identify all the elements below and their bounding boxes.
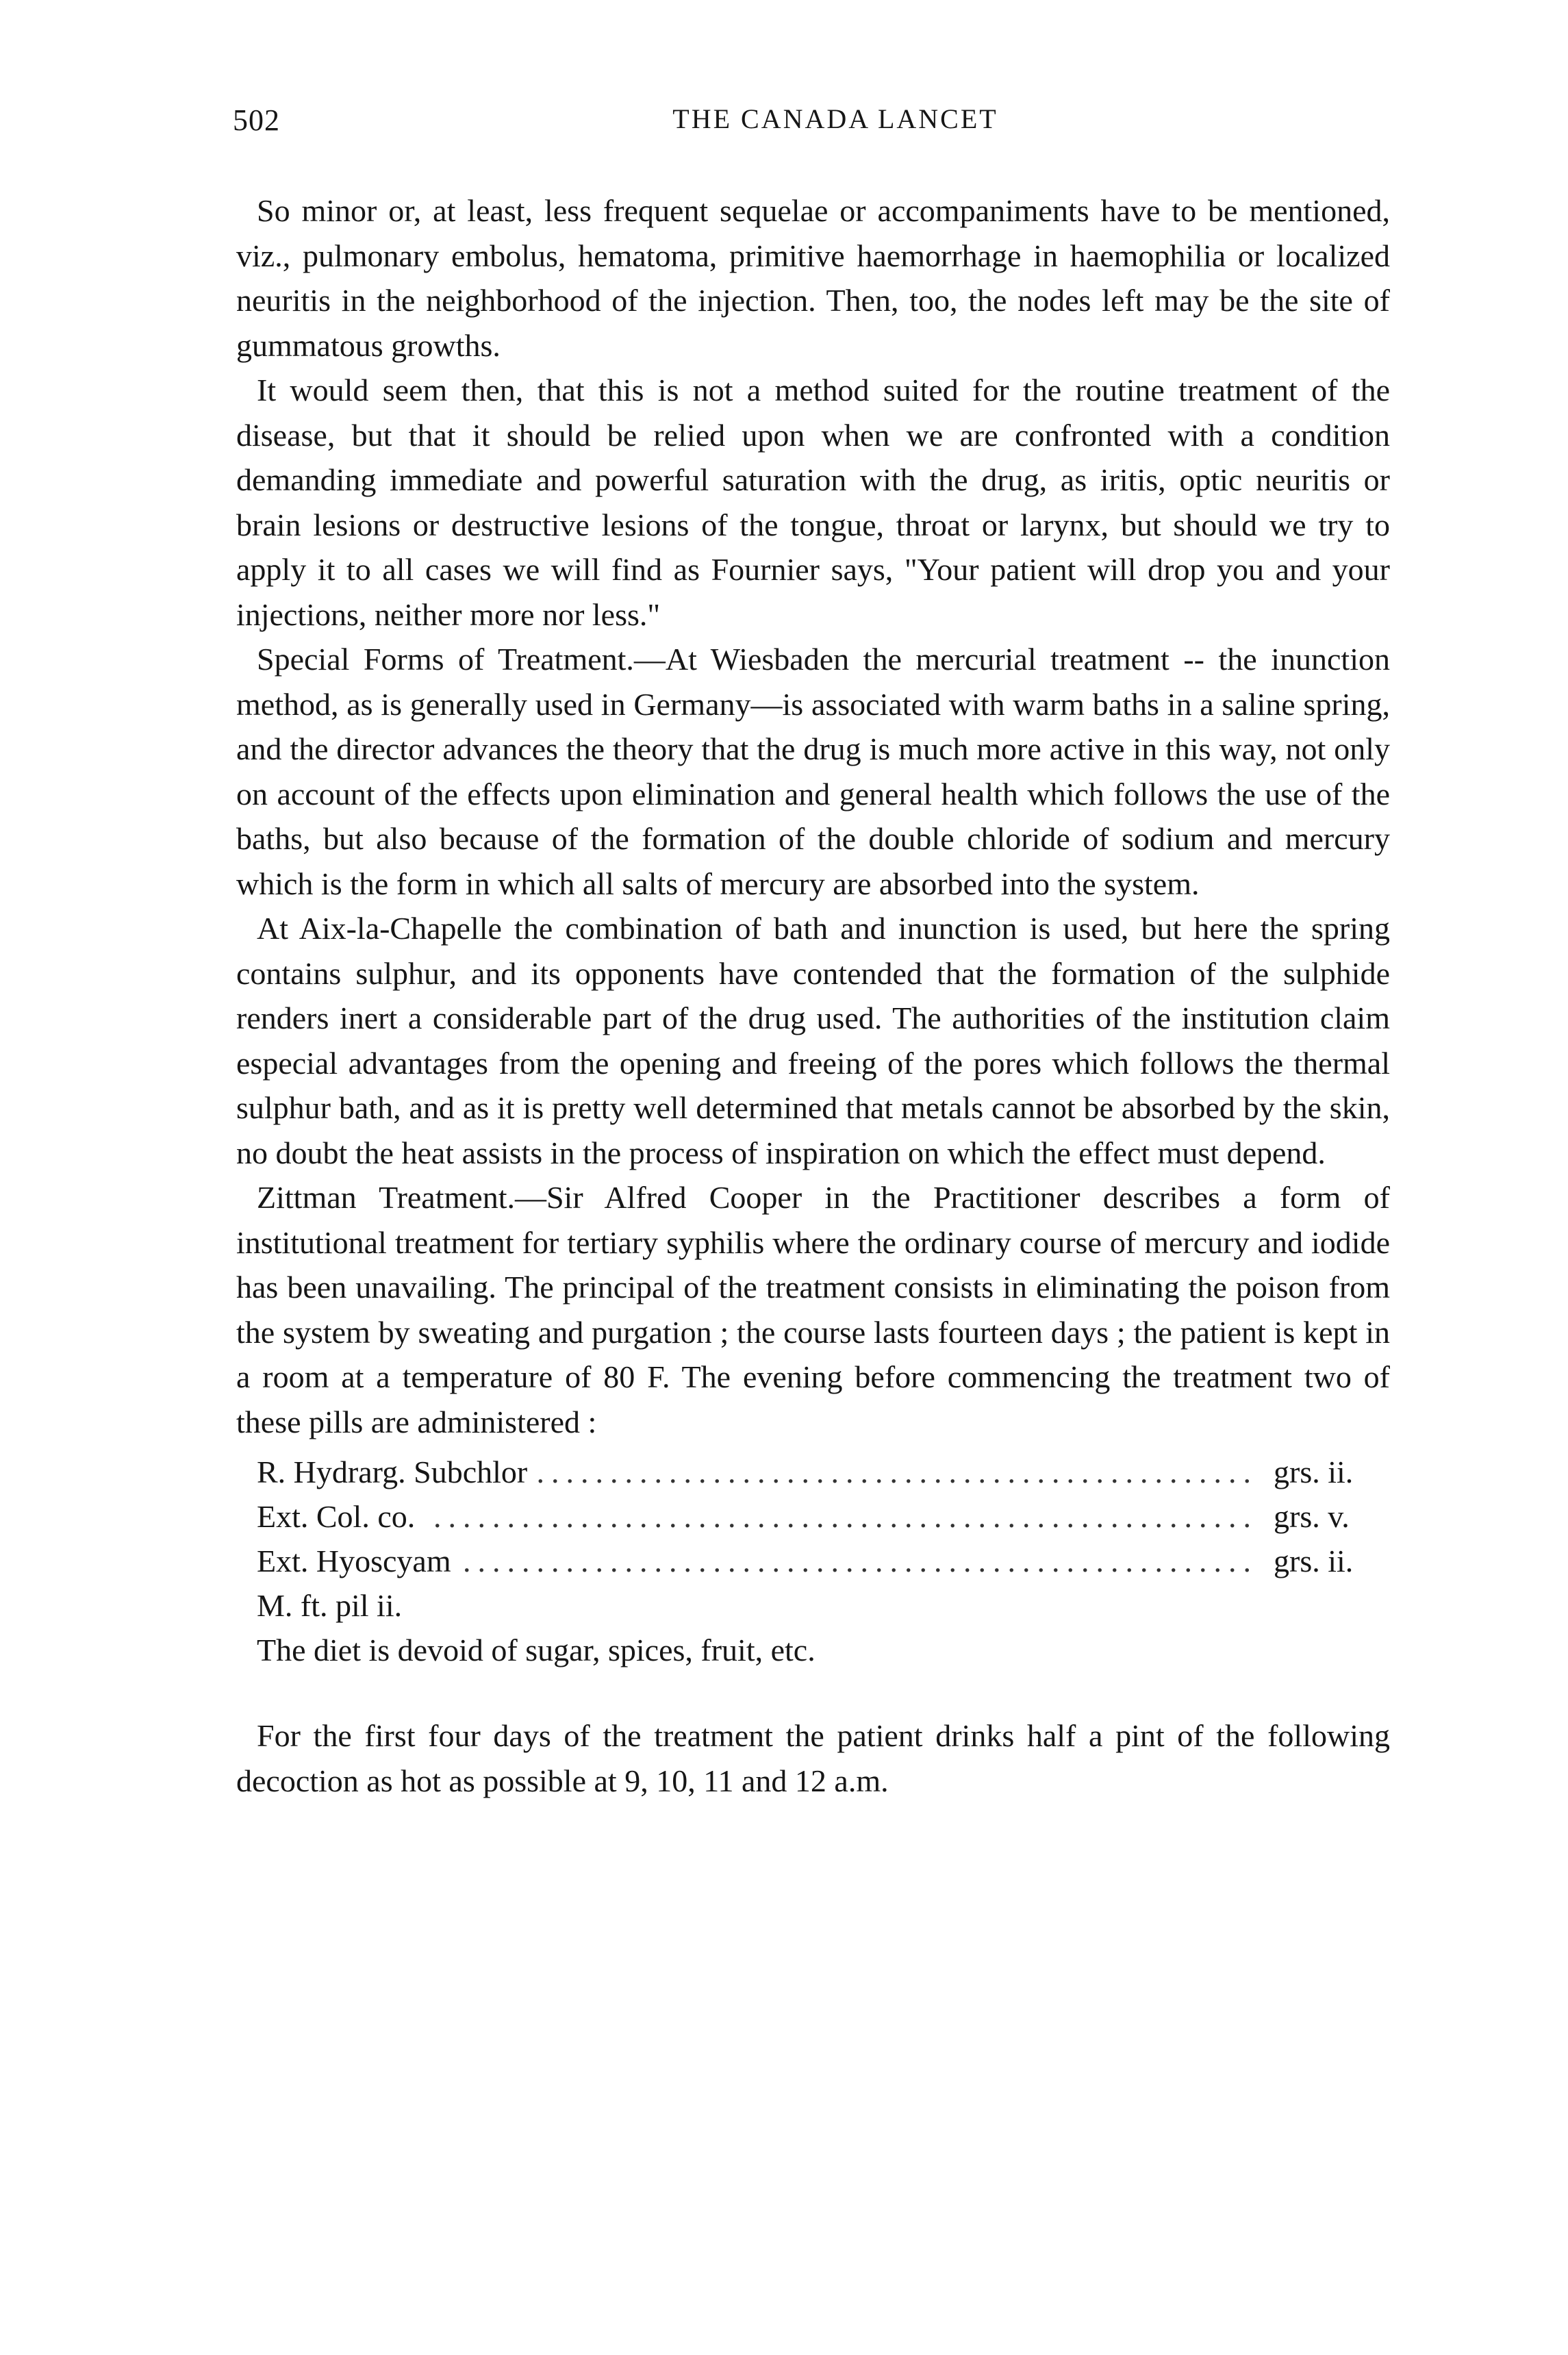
diet-line: [236, 1628, 1390, 1672]
prescription-footer: M. ft. pil ii.: [257, 1588, 403, 1623]
paragraph: Special Forms of Treatment.—At Wiesbaden the mercurial treatment -- the inunction method, as is generally used in Germany—is associated with warm baths in a saline spring, and the director advances the theory that the drug is much more active in this way, not only on account of the effects upon elimination and general health which follows the use of the baths, but also because of the formation of the double chloride of sodium and mercury which is the form in which all salts of mercury are absorbed into the system.: [236, 642, 1390, 901]
prescription-line: [236, 1450, 1390, 1494]
spacer: [236, 1672, 1390, 1713]
prescription-ingredient: Ext. Hyoscyam: [257, 1544, 461, 1578]
page-header: [233, 103, 1397, 151]
prescription-block: [236, 1450, 1390, 1672]
page-number: 502: [233, 103, 280, 137]
article-body: [236, 188, 1390, 1803]
prescription-line: [236, 1539, 1390, 1583]
paragraph: At Aix-la-Chapelle the combination of bath and inunction is used, but here the spring contains sulphur, and its opponents have contended that the formation of the sulphide renders inert a considerable part of the drug used. The authorities of the institution claim especial advantages from the opening and freeing of the pores which follows the thermal sulphur bath, and as it is pretty well determined that metals cannot be absorbed by the skin, no doubt the heat assists in the process of inspiration on which the effect must depend.: [236, 911, 1390, 1170]
diet-note: The diet is devoid of sugar, spices, fruit, etc.: [257, 1633, 815, 1667]
prescription-footer-line: [236, 1583, 1390, 1628]
prescription-line: [236, 1494, 1390, 1539]
paragraph: Zittman Treatment.—Sir Alfred Cooper in the Practitioner describes a form of institutional treatment for tertiary syphilis where the ordinary course of mercury and iodide has been unavailing. The principal of the treatment consists in eliminating the poison from the system by sweating and purgation ; the course lasts fourteen days ; the patient is kept in a room at a temperature of 80 F. The evening before commencing the treatment two of these pills are administered :: [236, 1180, 1390, 1439]
paragraph: It would seem then, that this is not a method suited for the routine treatment of the disease, but that it should be relied upon when we are confronted with a condition demanding immediate and powerful saturation with the drug, as iritis, optic neuritis or brain lesions or destructive lesions of the tongue, throat or larynx, but should we try to apply it to all cases we will find as Fournier says, "Your patient will drop you and your injections, neither more nor less.": [236, 373, 1390, 632]
prescription-dose: grs. ii.: [1274, 1450, 1390, 1494]
journal-title: THE CANADA LANCET: [672, 103, 998, 134]
closing-paragraph: For the first four days of the treatment the patient drinks half a pint of the following decoction as hot as possible at 9, 10, 11 and 12 a.m.: [236, 1718, 1390, 1798]
prescription-ingredient: R. Hydrarg. Subchlor: [257, 1454, 537, 1489]
prescription-ingredient: Ext. Col. co.: [257, 1499, 425, 1534]
prescription-dose: grs. v.: [1274, 1494, 1390, 1539]
prescription-dose: grs. ii.: [1274, 1539, 1390, 1583]
paragraph: So minor or, at least, less frequent sequelae or accompaniments have to be mentioned, viz., pulmonary embolus, hematoma, primitive haemorrhage in haemophilia or localized neuritis in the neighborhood of the injection. Then, too, the nodes left may be the site of gummatous growths.: [236, 193, 1390, 363]
